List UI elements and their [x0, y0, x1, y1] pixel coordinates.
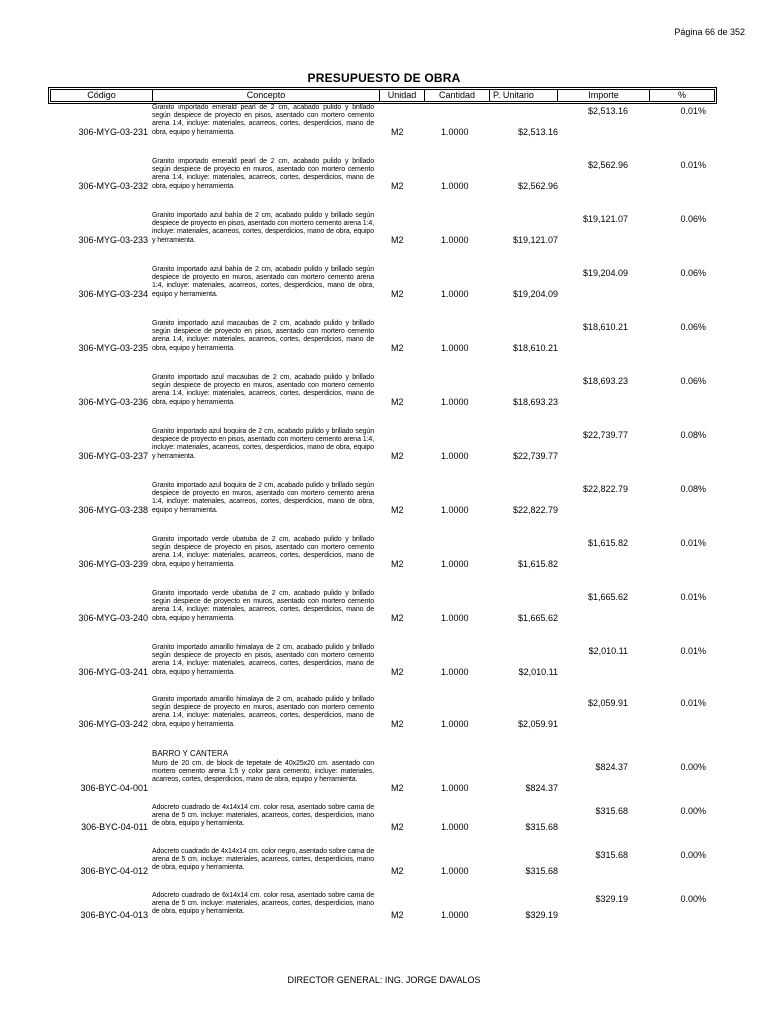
code-cell: 306-BYC-04-012 [80, 866, 148, 876]
code-cell: 306-MYG-03-242 [78, 719, 148, 729]
unit-price-cell: $19,204.09 [512, 289, 558, 299]
amount-cell: $315.68 [595, 850, 628, 860]
quantity-cell: 1.0000 [441, 343, 469, 353]
concept-text: Muro de 20 cm. de block de tepetate de 40x25x20 cm. asentado con mortero cemento arena 1:5 y color para cemento, incluye: materiales, acarreos, cortes, desperdicios, mano de obra, equipo y herramienta. [152, 760, 374, 784]
percent-cell: 0.06% [680, 322, 706, 332]
concept-text: Granito importado azul bahía de 2 cm, acabado pulido y brillado según despiece de proyecto en pisos, asentado con mortero cemento arena 1:4, incluye: materiales, acarreos, cortes, desperdicios, mano de obra, equipo y herramienta. [152, 212, 374, 244]
unit-cell: M2 [391, 613, 404, 623]
amount-cell: $2,059.91 [587, 698, 628, 708]
amount-cell: $1,615.82 [587, 538, 628, 548]
concept-text: Adocreto cuadrado de 4x14x14 cm. color negro, asentado sobre cama de arena de 5 cm. incluye: materiales, acarreos, cortes, desperdicios, mano de obra, equipo y herramienta. [152, 848, 374, 872]
unit-price-cell: $2,562.96 [517, 181, 558, 191]
amount-cell: $1,665.62 [587, 592, 628, 602]
unit-cell: M2 [391, 127, 404, 137]
quantity-cell: 1.0000 [441, 235, 469, 245]
unit-price-cell: $2,010.11 [518, 667, 558, 677]
percent-cell: 0.01% [680, 160, 706, 170]
quantity-cell: 1.0000 [441, 505, 469, 515]
percent-cell: 0.00% [680, 806, 706, 816]
unit-price-cell: $18,693.23 [512, 397, 558, 407]
unit-cell: M2 [391, 910, 404, 920]
amount-cell: $2,010.11 [588, 646, 628, 656]
unit-price-cell: $22,739.77 [512, 451, 558, 461]
unit-cell: M2 [391, 451, 404, 461]
concept-text: Granito importado azul boquira de 2 cm, acabado pulido y brillado según despiece de proyecto en pisos, asentado con mortero cemento arena 1:4, incluye: materiales, acarreos, cortes, desperdicios, mano de obra, equipo y herramienta. [152, 428, 374, 460]
percent-cell: 0.06% [680, 376, 706, 386]
concept-text: Granito importado azul macaubas de 2 cm, acabado pulido y brillado según despiece de proyecto en muros, asentado con mortero cemento arena 1:4, incluye: materiales, acarreos, cortes, desperdicios, mano de obra, equipo y herramienta. [152, 374, 374, 406]
code-cell: 306-MYG-03-234 [78, 289, 148, 299]
percent-cell: 0.01% [680, 106, 706, 116]
quantity-cell: 1.0000 [441, 451, 469, 461]
unit-price-cell: $18,610.21 [512, 343, 558, 353]
unit-cell: M2 [391, 783, 404, 793]
header-codigo: Código [51, 90, 153, 101]
unit-price-cell: $329.19 [525, 910, 558, 920]
code-cell: 306-MYG-03-239 [78, 559, 148, 569]
unit-cell: M2 [391, 667, 404, 677]
quantity-cell: 1.0000 [441, 397, 469, 407]
unit-cell: M2 [391, 397, 404, 407]
unit-price-cell: $315.68 [525, 822, 558, 832]
concept-text: Granito importado verde ubatuba de 2 cm, acabado pulido y brillado según despiece de proyecto en muros, asentado con mortero cemento arena 1:4, incluye: materiales, acarreos, cortes, desperdicios, mano de obra, equipo y herramienta. [152, 590, 374, 622]
percent-cell: 0.06% [680, 268, 706, 278]
header-cantidad: Cantidad [425, 90, 490, 101]
unit-price-cell: $824.37 [525, 783, 558, 793]
amount-cell: $315.68 [595, 806, 628, 816]
quantity-cell: 1.0000 [441, 783, 469, 793]
concept-text: Granito importado amarillo himalaya de 2 cm, acabado pulido y brillado según despiece de proyecto en pisos, asentado con mortero cemento arena 1:4, incluye: materiales, acarreos, cortes, desperdicios, mano de obra, equipo y herramienta. [152, 644, 374, 676]
percent-cell: 0.08% [680, 484, 706, 494]
percent-cell: 0.01% [680, 646, 706, 656]
header-unitario: P. Unitario [490, 90, 558, 101]
concept-text: Granito importado emerald pearl de 2 cm, acabado pulido y brillado según despiece de proyecto en pisos, asentado con mortero cemento arena 1:4, incluye: materiales, acarreos, cortes, desperdicios, mano de obra, equipo y herramienta. [152, 104, 374, 136]
quantity-cell: 1.0000 [441, 127, 469, 137]
quantity-cell: 1.0000 [441, 613, 469, 623]
amount-cell: $329.19 [595, 894, 628, 904]
percent-cell: 0.01% [680, 592, 706, 602]
code-cell: 306-BYC-04-013 [80, 910, 148, 920]
concept-text: Granito importado amarillo himalaya de 2 cm, acabado pulido y brillado según despiece de proyecto en muros, asentado con mortero cemento arena 1:4, incluye: materiales, acarreos, cortes, desperdicios, mano de obra, equipo y herramienta. [152, 696, 374, 728]
code-cell: 306-MYG-03-236 [78, 397, 148, 407]
document-title: PRESUPUESTO DE OBRA [307, 71, 461, 85]
percent-cell: 0.00% [680, 762, 706, 772]
quantity-cell: 1.0000 [441, 667, 469, 677]
code-cell: 306-MYG-03-240 [78, 613, 148, 623]
header-concepto: Concepto [153, 90, 380, 101]
concept-text: Granito importado verde ubatuba de 2 cm, acabado pulido y brillado según despiece de proyecto en pisos, asentado con mortero cemento arena 1:4, incluye: materiales, acarreos, cortes, desperdicios, mano de obra, equipo y herramienta. [152, 536, 374, 568]
unit-cell: M2 [391, 559, 404, 569]
concept-text: Adocreto cuadrado de 4x14x14 cm. color rosa, asentado sobre cama de arena de 5 cm. incluye: materiales, acarreos, cortes, desperdicios, mano de obra, equipo y herramienta. [152, 804, 374, 828]
unit-cell: M2 [391, 822, 404, 832]
quantity-cell: 1.0000 [441, 289, 469, 299]
concept-text: Adocreto cuadrado de 6x14x14 cm. color rosa, asentado sobre cama de arena de 5 cm. incluye: materiales, acarreos, cortes, desperdicios, mano de obra, equipo y herramienta. [152, 892, 374, 916]
amount-cell: $22,739.77 [582, 430, 628, 440]
quantity-cell: 1.0000 [441, 910, 469, 920]
unit-price-cell: $2,513.16 [517, 127, 558, 137]
amount-cell: $2,562.96 [587, 160, 628, 170]
percent-cell: 0.01% [680, 538, 706, 548]
unit-cell: M2 [391, 235, 404, 245]
concept-text: Granito importado emerald pearl de 2 cm, acabado pulido y brillado según despiece de proyecto en muros, asentado con mortero cemento arena 1:4, incluye: materiales, acarreos, cortes, desperdicios, mano de obra, equipo y herramienta. [152, 158, 374, 190]
quantity-cell: 1.0000 [441, 719, 469, 729]
percent-cell: 0.01% [680, 698, 706, 708]
unit-cell: M2 [391, 719, 404, 729]
header-pct: % [677, 90, 686, 100]
unit-cell: M2 [391, 505, 404, 515]
unit-price-cell: $2,059.91 [517, 719, 558, 729]
page-number: Página 66 de 352 [674, 27, 745, 37]
percent-cell: 0.00% [680, 894, 706, 904]
percent-cell: 0.00% [680, 850, 706, 860]
code-cell: 306-MYG-03-238 [78, 505, 148, 515]
header-importe: Importe [558, 90, 650, 101]
concept-text: Granito importado azul boquira de 2 cm, acabado pulido y brillado según despiece de proyecto en muros, asentado con mortero cemento arena 1:4, incluye: materiales, acarreos, cortes, desperdicios, mano de obra, equipo y herramienta. [152, 482, 374, 514]
code-cell: 306-MYG-03-232 [78, 181, 148, 191]
code-cell: 306-MYG-03-231 [78, 127, 148, 137]
section-heading: BARRO Y CANTERA [152, 749, 229, 758]
amount-cell: $18,693.23 [582, 376, 628, 386]
quantity-cell: 1.0000 [441, 559, 469, 569]
unit-price-cell: $1,665.62 [517, 613, 558, 623]
percent-cell: 0.06% [680, 214, 706, 224]
unit-price-cell: $315.68 [525, 866, 558, 876]
quantity-cell: 1.0000 [441, 866, 469, 876]
unit-price-cell: $22,822.79 [512, 505, 558, 515]
code-cell: 306-MYG-03-237 [78, 451, 148, 461]
unit-price-cell: $19,121.07 [512, 235, 558, 245]
code-cell: 306-BYC-04-001 [80, 783, 148, 793]
amount-cell: $824.37 [595, 762, 628, 772]
code-cell: 306-MYG-03-235 [78, 343, 148, 353]
amount-cell: $2,513.16 [587, 106, 628, 116]
unit-cell: M2 [391, 343, 404, 353]
amount-cell: $19,204.09 [582, 268, 628, 278]
amount-cell: $19,121.07 [582, 214, 628, 224]
concept-text: Granito importado azul macaubas de 2 cm, acabado pulido y brillado según despiece de proyecto en pisos, asentado con mortero cemento arena 1:4, incluye: materiales, acarreos, cortes, desperdicios, mano de obra, equipo y herramienta. [152, 320, 374, 352]
code-cell: 306-MYG-03-241 [78, 667, 148, 677]
unit-cell: M2 [391, 866, 404, 876]
footer-signature: DIRECTOR GENERAL: ING. JORGE DAVALOS [287, 975, 481, 985]
amount-cell: $22,822.79 [582, 484, 628, 494]
unit-cell: M2 [391, 289, 404, 299]
amount-cell: $18,610.21 [582, 322, 628, 332]
unit-price-cell: $1,615.82 [517, 559, 558, 569]
code-cell: 306-BYC-04-011 [81, 822, 148, 832]
table-header [50, 89, 715, 102]
code-cell: 306-MYG-03-233 [78, 235, 148, 245]
header-unidad: Unidad [380, 90, 425, 101]
quantity-cell: 1.0000 [441, 181, 469, 191]
quantity-cell: 1.0000 [441, 822, 469, 832]
unit-cell: M2 [391, 181, 404, 191]
percent-cell: 0.08% [680, 430, 706, 440]
concept-text: Granito importado azul bahía de 2 cm, acabado pulido y brillado según despiece de proyecto en muros, asentado con mortero cemento arena 1:4, incluye: materiales, acarreos, cortes, desperdicios, mano de obra, equipo y herramienta. [152, 266, 374, 298]
